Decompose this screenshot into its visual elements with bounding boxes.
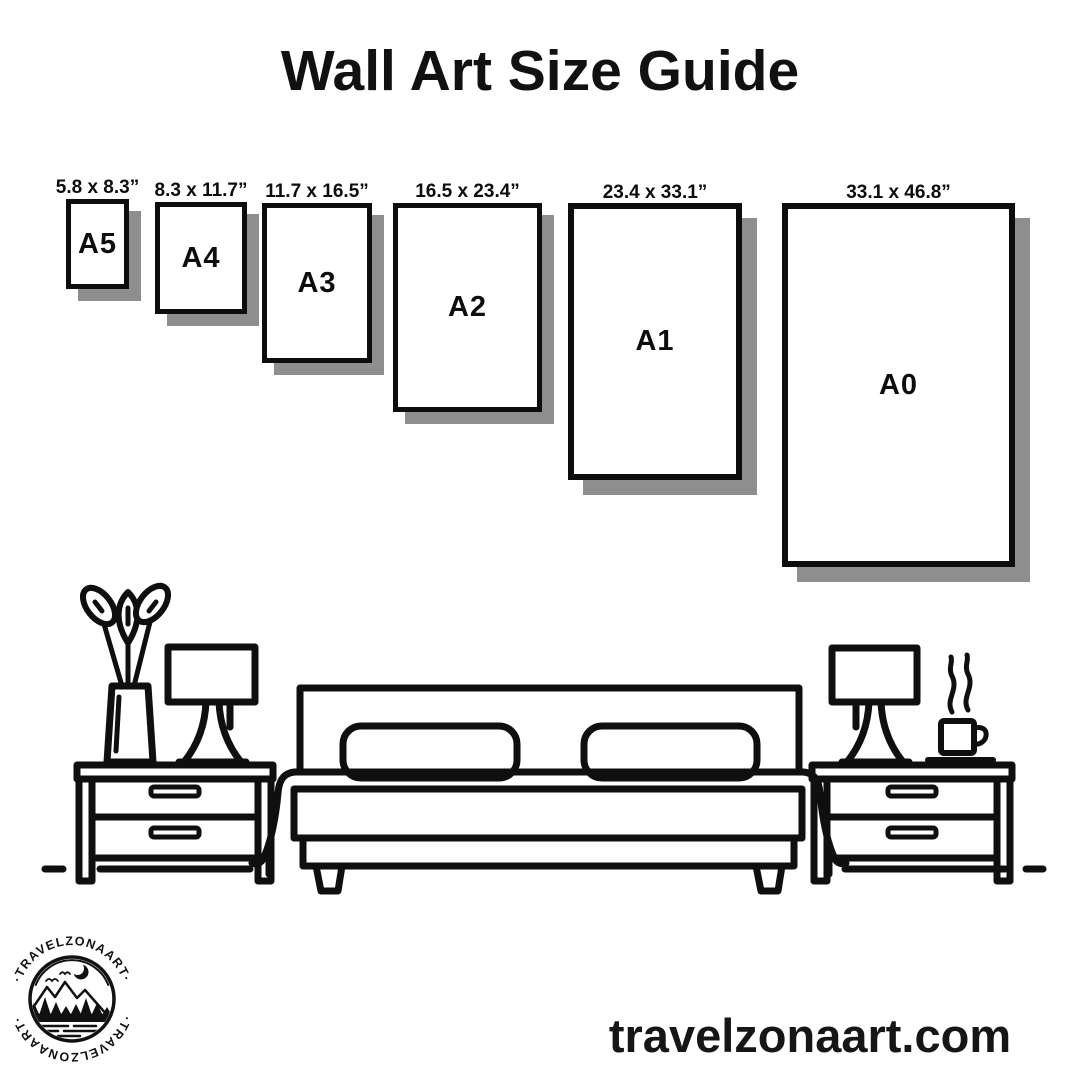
paper-a3-label: A3	[297, 266, 337, 299]
logo-arc-text-top: ·TRAVELZONAART·	[10, 933, 134, 984]
paper-a4-label: A4	[181, 241, 221, 274]
table-lamp-left-icon	[168, 647, 255, 762]
paper-a2-dimensions: 16.5 x 23.4”	[415, 181, 520, 202]
paper-a1-label: A1	[635, 325, 675, 357]
paper-a3	[262, 181, 372, 363]
paper-a5	[55, 177, 140, 289]
paper-a1	[568, 182, 742, 480]
bed-icon	[252, 688, 846, 891]
paper-a0-label: A0	[878, 368, 919, 401]
page-title: Wall Art Size Guide	[280, 39, 800, 103]
paper-a1-dimensions: 23.4 x 33.1”	[602, 182, 708, 203]
paper-a2	[393, 181, 542, 412]
nightstand-left-icon	[77, 765, 273, 881]
paper-a4	[154, 180, 248, 314]
paper-a3-dimensions: 11.7 x 16.5”	[265, 181, 369, 202]
bedroom-illustration	[0, 575, 1080, 905]
paper-a0-dimensions: 33.1 x 46.8”	[846, 182, 951, 203]
vase-plant-icon	[77, 580, 175, 762]
paper-a4-dimensions: 8.3 x 11.7”	[154, 180, 248, 201]
logo-arc-text-bottom: ·TRAVELZONAART·	[10, 1014, 134, 1065]
paper-a0	[782, 182, 1015, 567]
paper-a5-label: A5	[77, 227, 118, 260]
coffee-cup-icon	[928, 655, 993, 760]
website-url: travelzonaart.com	[608, 1009, 1012, 1062]
brand-logo	[0, 925, 148, 1075]
table-lamp-right-icon	[832, 648, 917, 762]
paper-a5-dimensions: 5.8 x 8.3”	[55, 177, 140, 198]
paper-a2-label: A2	[447, 291, 488, 323]
